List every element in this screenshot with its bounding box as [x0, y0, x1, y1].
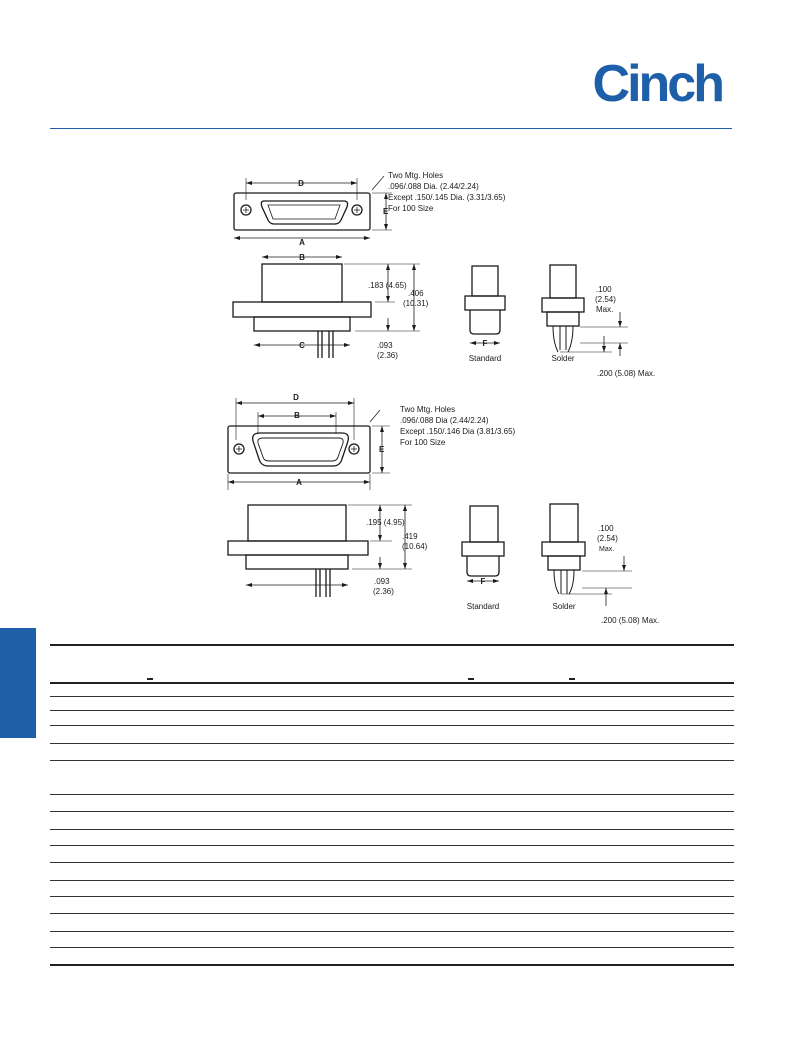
fig1-dim-h2a: .406 [408, 289, 424, 298]
table-rule [50, 862, 734, 863]
table-rule [50, 696, 734, 697]
table-rule [50, 896, 734, 897]
figure1-top-view [234, 176, 392, 240]
fig2-dim-e: E [379, 445, 385, 454]
fig2-standard-label: Standard [466, 602, 500, 611]
figure2-standard-detail [462, 506, 504, 583]
fig1-standard-label: Standard [468, 354, 502, 363]
table-mark [468, 678, 474, 680]
fig2-dim-a: A [296, 478, 302, 487]
table-rule [50, 644, 734, 646]
fig1-dim-f: F [482, 339, 488, 348]
fig1-callout-line1: Two Mtg. Holes [388, 171, 444, 180]
fig2-callout-line1: Two Mtg. Holes [400, 405, 456, 414]
fig2-tail-a: .093 [374, 577, 390, 586]
table-rule [50, 829, 734, 830]
fig2-dim-h1: .195 (4.95) [366, 518, 405, 527]
fig1-dim100-b: (2.54) [595, 295, 616, 304]
fig2-tail-b: (2.36) [373, 587, 394, 596]
fig2-dim-d: D [293, 393, 299, 402]
fig1-dim100-c: Max. [596, 305, 614, 314]
spec-table [50, 644, 734, 966]
table-rule [50, 845, 734, 846]
section-side-tab [0, 628, 36, 738]
fig1-dim-h2b: (10.31) [403, 299, 429, 308]
table-rule [50, 710, 734, 711]
fig1-solder-label: Solder [551, 354, 575, 363]
fig1-tail-b: (2.36) [377, 351, 398, 360]
fig1-dim-e: E [383, 207, 389, 216]
table-rule [50, 760, 734, 761]
fig2-dim-h2b: (10.64) [402, 542, 428, 551]
table-rule [50, 725, 734, 726]
fig2-callout-line2: .096/.088 Dia (2.44/2.24) [400, 416, 489, 425]
fig2-dim100-c: Max. [599, 546, 615, 553]
table-rule [50, 682, 734, 684]
fig1-dim100-a: .100 [596, 285, 612, 294]
fig1-dim-d: D [298, 179, 304, 188]
fig1-dim200: .200 (5.08) Max. [597, 369, 656, 378]
figure1-solder-detail [542, 265, 628, 356]
fig2-callout-line4: For 100 Size [400, 438, 446, 447]
table-rule [50, 743, 734, 744]
fig2-dim100-b: (2.54) [597, 534, 618, 543]
table-rule [50, 794, 734, 795]
figure1-standard-detail [465, 266, 505, 345]
table-rule [50, 811, 734, 812]
figure2-solder-detail [542, 504, 632, 606]
table-rule [50, 880, 734, 881]
fig2-solder-label: Solder [552, 602, 576, 611]
fig2-dim-f: F [480, 577, 486, 586]
fig1-tail-a: .093 [377, 341, 393, 350]
fig1-callout-line2: .096/.088 Dia. (2.44/2.24) [388, 182, 479, 191]
table-rule [50, 964, 734, 966]
fig2-dim-b: B [294, 411, 300, 420]
fig1-callout-line3: Except .150/.145 Dia. (3.31/3.65) [388, 193, 506, 202]
figure2-top-view [228, 398, 390, 490]
table-rule [50, 931, 734, 932]
fig2-dim100-a: .100 [598, 524, 614, 533]
fig2-callout-line3: Except .150/.146 Dia (3.81/3.65) [400, 427, 516, 436]
fig1-dim-c: C [299, 341, 305, 350]
table-rule [50, 913, 734, 914]
fig1-dim-h1: .183 (4.65) [368, 281, 407, 290]
table-mark [147, 678, 153, 680]
fig2-dim200: .200 (5.08) Max. [601, 616, 660, 625]
table-mark [569, 678, 575, 680]
cinch-logo: Cinch [592, 55, 722, 113]
fig1-dim-a: A [299, 238, 305, 247]
table-rule [50, 947, 734, 948]
fig1-callout-line4: For 100 Size [388, 204, 434, 213]
fig1-dim-b: B [299, 253, 305, 262]
fig2-dim-h2a: .419 [402, 532, 418, 541]
